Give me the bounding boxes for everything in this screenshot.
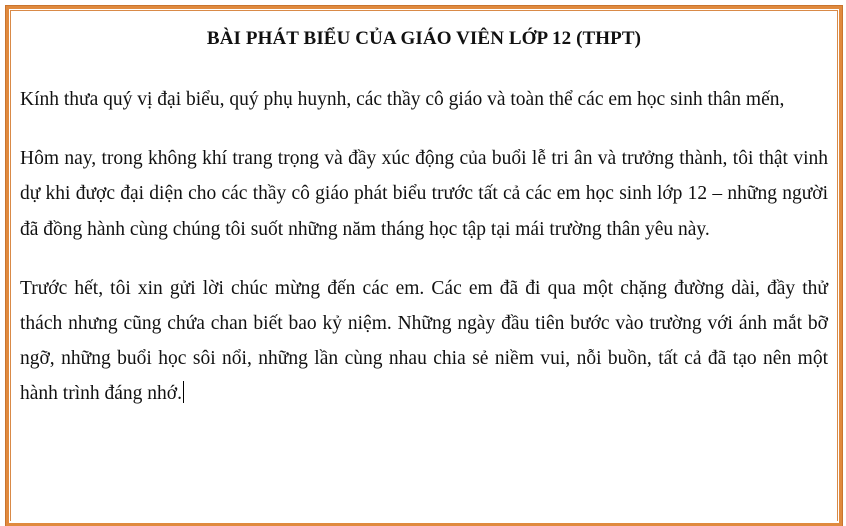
paragraph-greeting: Kính thưa quý vị đại biểu, quý phụ huynh, các thầy cô giáo và toàn thể các em học sinh thân mến, [20,89,785,110]
document-title: BÀI PHÁT BIỂU CỦA GIÁO VIÊN LỚP 12 (THPT) [206,28,642,49]
paragraph-congratulations-text: Trước hết, tôi xin gửi lời chúc mừng đến các em. Các em đã đi qua một chặng đường dài, đầy thử thách nhưng cũng chứa chan biết bao kỷ niệm. Những ngày đầu tiên bước vào trường với ánh mắt bỡ ngỡ, những buổi học sôi nổi, những lần cùng nhau chia sẻ niềm vui, nỗi buồn, tất cả đã tạo nên một hành trình đáng nhớ. [20,277,828,405]
text-cursor [183,381,184,403]
paragraph-introduction: Hôm nay, trong không khí trang trọng và đầy xúc động của buổi lễ tri ân và trưởng thành, tôi thật vinh dự khi được đại diện cho các thầy cô giáo phát biểu trước tất cả các em học sinh lớp 12 – những người đã đồng hành cùng chúng tôi suốt những năm tháng học tập tại mái trường thân yêu này. [20,148,828,240]
paragraph-congratulations [20,271,828,412]
document-body[interactable] [20,26,828,412]
